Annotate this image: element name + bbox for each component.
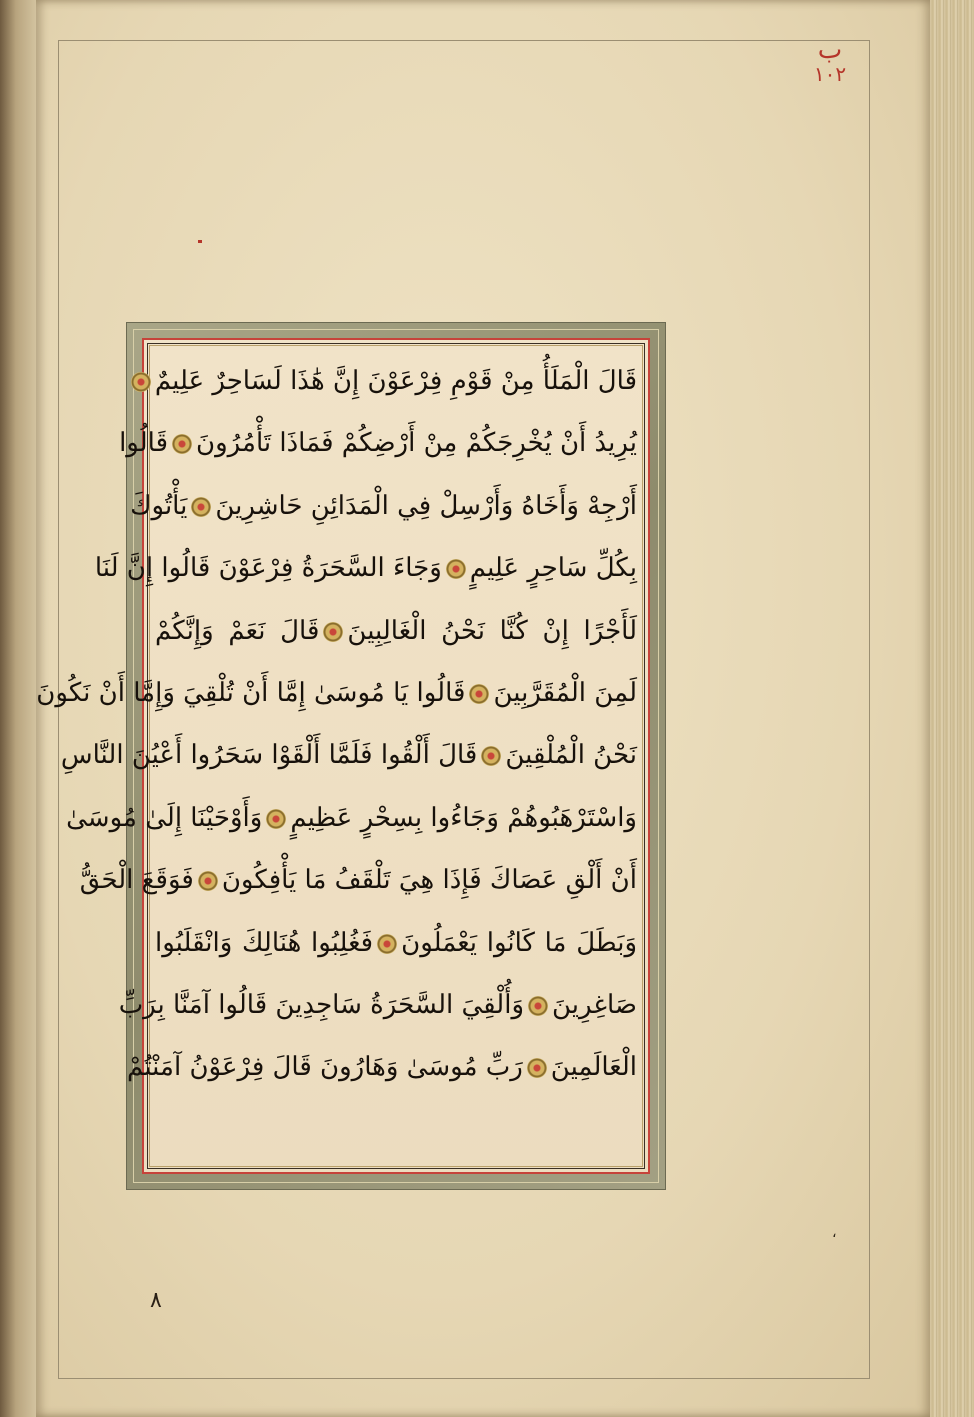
line-10-text-a: وَبَطَلَ مَا كَانُوا يَعْمَلُونَ: [401, 927, 638, 958]
verse-rosette-icon: [527, 1058, 547, 1078]
verse-rosette-icon: [446, 559, 466, 579]
verse-rosette-icon: [266, 809, 286, 829]
verse-rosette-icon: [469, 684, 489, 704]
line-4-text-a: بِكُلِّ سَاحِرٍ عَلِيمٍ: [469, 553, 637, 584]
line-8-text-b: وَأَوْحَيْنَا إِلَىٰ مُوسَىٰ: [66, 802, 263, 833]
line-3-text-a: أَرْجِهْ وَأَخَاهُ وَأَرْسِلْ فِي الْمَدَائِنِ حَاشِرِينَ: [215, 490, 637, 521]
verse-rosette-icon: [323, 622, 343, 642]
verse-rosette-icon: [191, 497, 211, 517]
book-spine-edge: [0, 0, 40, 1417]
line-2-text-a: يُرِيدُ أَنْ يُخْرِجَكُمْ مِنْ أَرْضِكُمْ فَمَاذَا تَأْمُرُونَ: [196, 428, 637, 459]
folio-letter: ب: [817, 35, 843, 65]
text-block: [36, 350, 638, 1162]
line-11-text-b: وَأُلْقِيَ السَّحَرَةُ سَاجِدِينَ قَالُوا آمَنَّا بِرَبِّ: [118, 989, 525, 1020]
line-8-text-a: وَاسْتَرْهَبُوهُمْ وَجَاءُوا بِسِحْرٍ عَظِيمٍ: [290, 802, 637, 833]
verse-rosette-icon: [198, 871, 218, 891]
line-12-text-b: رَبِّ مُوسَىٰ وَهَارُونَ قَالَ فِرْعَوْنُ آمَنْتُمْ: [127, 1052, 523, 1083]
text-line-5: [155, 600, 637, 662]
margin-red-dot: [198, 240, 202, 243]
text-line-12: [127, 1036, 637, 1098]
text-line-1: [155, 350, 637, 412]
line-9-text-b: فَوَقَعَ الْحَقُّ: [79, 865, 194, 896]
line-2-text-b: قَالُوا: [119, 428, 169, 459]
verse-rosette-icon: [481, 746, 501, 766]
verse-rosette-icon: [172, 434, 192, 454]
line-7-text-a: نَحْنُ الْمُلْقِينَ: [505, 740, 637, 771]
verse-rosette-icon: [528, 996, 548, 1016]
line-3-text-b: يَأْتُوكَ: [130, 490, 188, 521]
margin-mark: ،: [832, 1225, 837, 1241]
text-line-2: [119, 412, 637, 474]
verse-rosette-icon: [131, 372, 151, 392]
line-1-text-a: قَالَ الْمَلَأُ مِنْ قَوْمِ فِرْعَوْنَ إِنَّ هَٰذَا لَسَاحِرٌ عَلِيمٌ: [154, 366, 637, 396]
text-line-11: [118, 974, 637, 1036]
text-line-10: [155, 912, 637, 974]
line-6-text-a: لَمِنَ الْمُقَرَّبِينَ: [493, 677, 637, 708]
page-stack-edge: [930, 0, 974, 1417]
line-5-text-a: لَأَجْرًا إِنْ كُنَّا نَحْنُ الْغَالِبِينَ: [347, 615, 637, 646]
line-5-text-b: قَالَ نَعَمْ وَإِنَّكُمْ: [155, 615, 320, 646]
text-line-9: [79, 849, 637, 911]
folio-digits: ١٠٢: [813, 62, 847, 86]
line-4-text-b: وَجَاءَ السَّحَرَةُ فِرْعَوْنَ قَالُوا إِنَّ لَنَا: [94, 553, 442, 584]
text-line-7: [60, 724, 637, 786]
catchword: ٨: [150, 1288, 162, 1313]
folio-number: [800, 35, 860, 88]
line-6-text-b: قَالُوا يَا مُوسَىٰ إِمَّا أَنْ تُلْقِيَ وَإِمَّا أَنْ نَكُونَ: [36, 677, 466, 708]
line-9-text-a: أَنْ أَلْقِ عَصَاكَ فَإِذَا هِيَ تَلْقَفُ مَا يَأْفِكُونَ: [221, 865, 637, 896]
text-line-4: [94, 537, 637, 599]
verse-rosette-icon: [377, 934, 397, 954]
text-line-8: [66, 787, 637, 849]
line-11-text-a: صَاغِرِينَ: [552, 989, 637, 1020]
line-7-text-b: قَالَ أَلْقُوا فَلَمَّا أَلْقَوْا سَحَرُوا أَعْيُنَ النَّاسِ: [60, 740, 478, 771]
text-line-3: [130, 475, 637, 537]
text-line-6: [36, 662, 637, 724]
line-10-text-b: فَغُلِبُوا هُنَالِكَ وَانْقَلَبُوا: [155, 927, 374, 958]
line-12-text-a: الْعَالَمِينَ: [550, 1052, 637, 1083]
